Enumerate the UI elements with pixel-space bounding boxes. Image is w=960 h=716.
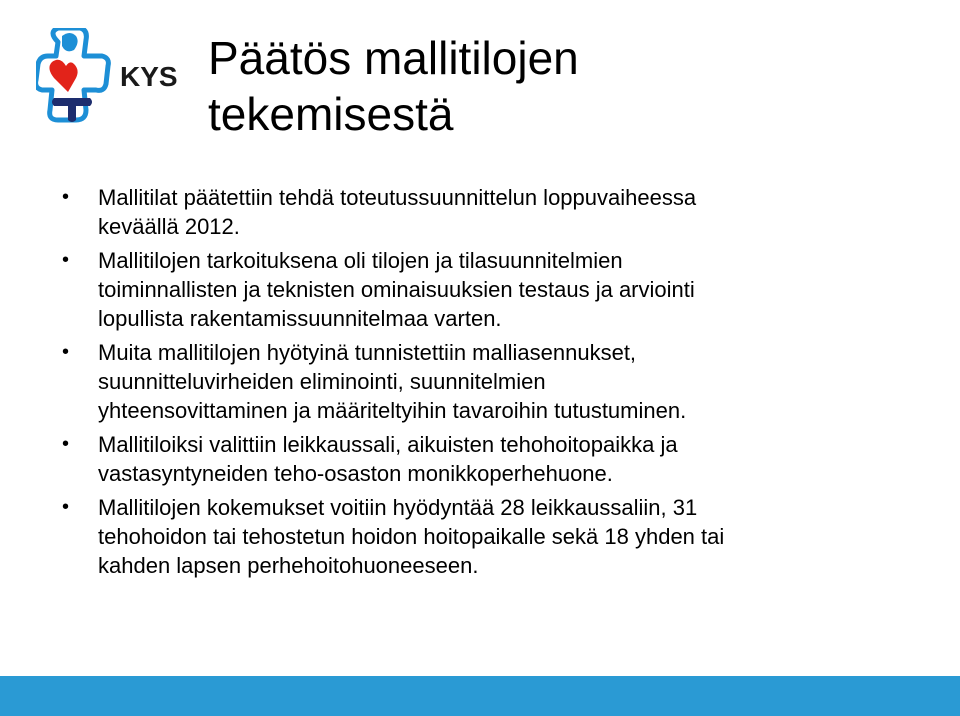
bullet-text-line: toiminnallisten ja teknisten ominaisuuksien testaus ja arviointi [98, 277, 695, 302]
bullet-text-line: Mallitilat päätettiin tehdä toteutussuunnittelun loppuvaiheessa [98, 185, 697, 210]
bullet-list [60, 183, 940, 585]
slide-title [208, 30, 579, 142]
bullet-dot-icon: • [62, 496, 70, 518]
bullet-item [60, 430, 940, 488]
footer-band [0, 676, 960, 716]
bullet-text-line: kahden lapsen perhehoitohuoneeseen. [98, 553, 479, 578]
bullet-dot-icon: • [62, 186, 70, 208]
bullet-dot-icon: • [62, 341, 70, 363]
bullet-text-line: Mallitilojen kokemukset voitiin hyödyntää 28 leikkaussaliin, 31 [98, 495, 698, 520]
bullet-text-line: tehohoidon tai tehostetun hoidon hoitopaikalle sekä 18 yhden tai [98, 524, 725, 549]
logo-text: KYS [120, 61, 178, 92]
bullet-dot-icon: • [62, 433, 70, 455]
bullet-text-line: vastasyntyneiden teho-osaston monikkoperhehuone. [98, 461, 613, 486]
bullet-text-line: keväällä 2012. [98, 214, 240, 239]
bullet-item [60, 493, 940, 580]
title-line: tekemisestä [208, 88, 454, 140]
bullet-dot-icon: • [62, 249, 70, 271]
bullet-text-line: Mallitilojen tarkoituksena oli tilojen ja tilasuunnitelmien [98, 248, 623, 273]
kys-cross-logo-icon [36, 28, 186, 128]
bullet-item [60, 183, 940, 241]
bullet-item [60, 246, 940, 333]
bullet-text-line: suunnitteluvirheiden eliminointi, suunnitelmien [98, 369, 546, 394]
bullet-text-line: Mallitiloiksi valittiin leikkaussali, aikuisten tehohoitopaikka ja [98, 432, 678, 457]
bullet-text-line: Muita mallitilojen hyötyinä tunnistettiin malliasennukset, [98, 340, 637, 365]
bullet-text-line: yhteensovittaminen ja määriteltyihin tavaroihin tutustuminen. [98, 398, 687, 423]
title-line: Päätös mallitilojen [208, 32, 579, 84]
bullet-text-line: lopullista rakentamissuunnitelmaa varten. [98, 306, 502, 331]
bullet-item [60, 338, 940, 425]
kys-logo [36, 28, 186, 128]
